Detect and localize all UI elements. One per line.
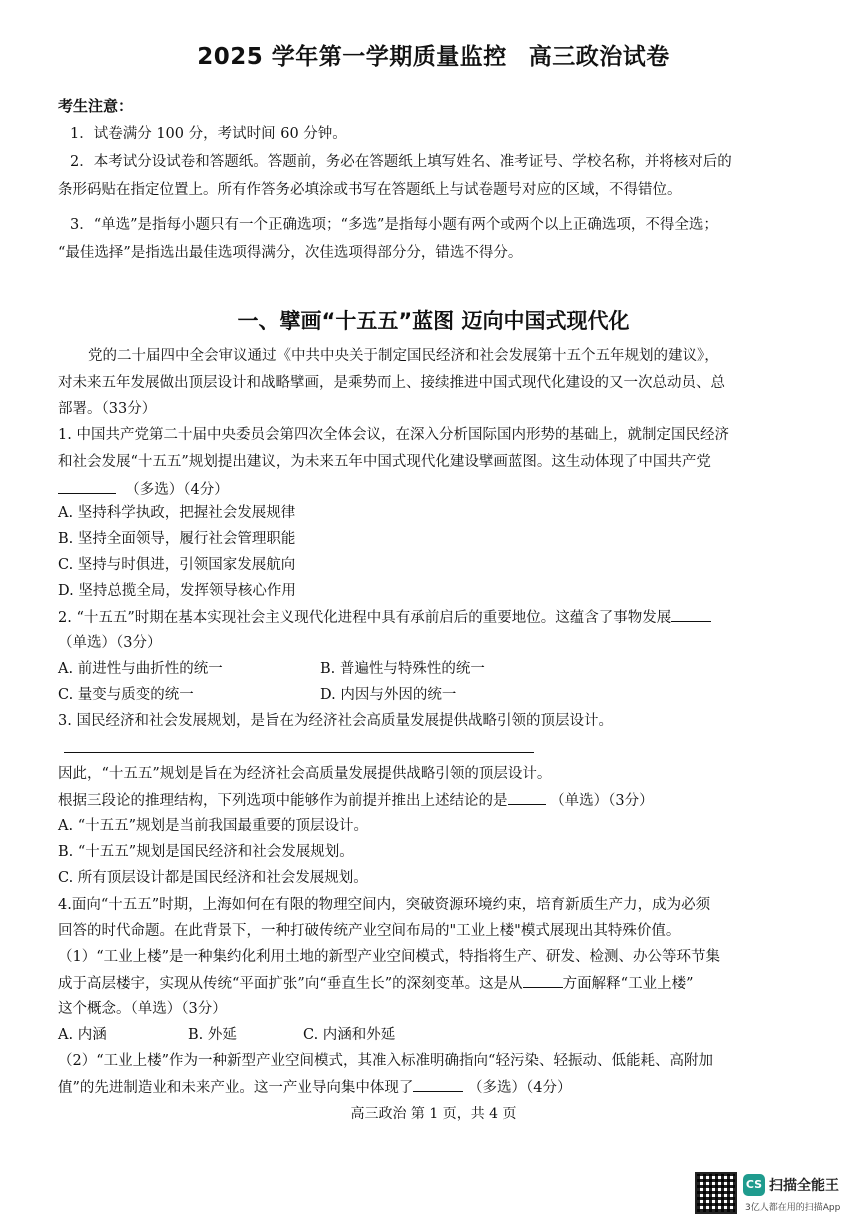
q1-instructions: （多选）（4分）: [125, 482, 229, 498]
q4-part2-instructions: （多选）（4分）: [468, 1080, 572, 1096]
q2-line-2: （单选）（3分）: [58, 635, 162, 651]
q1-line-3: [58, 479, 229, 500]
q4-part1-line-2: [58, 973, 693, 994]
q1-option-d: D. 坚持总揽全局，发挥领导核心作用: [58, 583, 296, 599]
q4-part2-line-1: （2）“工业上楼”作为一种新型产业空间模式，其准入标准明确指向“轻污染、轻振动、低能耗、高附加: [58, 1053, 713, 1069]
notice-item-3-line-2: “最佳选择”是指选出最佳选项得满分，次佳选项得部分分，错选不得分。: [58, 245, 523, 261]
q2-line-1: [58, 607, 711, 628]
q4-part1-line-1: （1）“工业上楼”是一种集约化利用土地的新型产业空间模式，特指将生产、研发、检测、办公等环节集: [58, 949, 721, 965]
q1-line-2: 和社会发展“十五五”规划提出建议，为未来五年中国式现代化建设擘画蓝图。这生动体现了中国共产党: [58, 454, 711, 470]
q2-option-d: D. 内因与外因的统一: [320, 687, 457, 703]
q2-option-b: B. 普遍性与特殊性的统一: [320, 661, 485, 677]
q2-option-c: C. 量变与质变的统一: [58, 687, 194, 703]
page-footer: 高三政治 第 1 页，共 4 页: [350, 1106, 517, 1122]
q3-prompt: 根据三段论的推理结构，下列选项中能够作为前提并推出上述结论的是: [58, 793, 508, 809]
q3-line-1: 3. 国民经济和社会发展规划，是旨在为经济社会高质量发展提供战略引领的顶层设计。: [58, 713, 613, 729]
scanner-tagline: 3亿人都在用的扫描App: [745, 1203, 841, 1213]
intro-line-1: 党的二十届四中全会审议通过《中共中央关于制定国民经济和社会发展第十五个五年规划的建议》，: [88, 348, 719, 364]
notice-item-1: 1．试卷满分 100 分，考试时间 60 分钟。: [70, 126, 347, 142]
notice-item-2-line-1: 2．本考试分设试卷和答题纸。答题前，务必在答题纸上填写姓名、准考证号、学校名称，并将核对后的: [70, 154, 732, 170]
qr-code-icon: [695, 1172, 737, 1214]
intro-line-3: 部署。（33分）: [58, 401, 157, 417]
q4-part2-answer-blank: [413, 1077, 463, 1092]
notice-item-2-line-2: 条形码贴在指定位置上。所有作答务必填涂或书写在答题纸上与试卷题号对应的区域，不得错位。: [58, 182, 682, 198]
q4-line-2: 回答的时代命题。在此背景下，一种打破传统产业空间布局的"工业上楼"模式展现出其特殊价值。: [58, 923, 681, 939]
q2-option-a: A. 前进性与曲折性的统一: [58, 661, 223, 677]
q1-option-b: B. 坚持全面领导，履行社会管理职能: [58, 531, 296, 547]
q4-line-1: 4.面向“十五五”时期，上海如何在有限的物理空间内，突破资源环境约束，培育新质生产力，成为必须: [58, 897, 711, 913]
notice-heading: 考生注意：: [58, 97, 134, 115]
q3-answer-blank: [508, 790, 546, 805]
scanner-brand-name: 扫描全能王: [769, 1178, 839, 1194]
q4-part1-option-b: B. 外延: [188, 1027, 237, 1043]
q4-part1-option-c: C. 内涵和外延: [303, 1027, 396, 1043]
q4-part1-answer-blank: [523, 973, 563, 988]
q4-part1-option-a: A. 内涵: [58, 1027, 107, 1043]
exam-title-sub: 高三政治试卷: [528, 44, 670, 70]
q4-part1-stem: 成于高层楼宇，实现从传统“平面扩张”向“垂直生长”的深刻变革。这是从: [58, 976, 523, 992]
q3-option-b: B. “十五五”规划是国民经济和社会发展规划。: [58, 844, 354, 860]
q1-option-a: A. 坚持科学执政，把握社会发展规律: [58, 505, 296, 521]
q3-option-c: C. 所有顶层设计都是国民经济和社会发展规划。: [58, 870, 368, 886]
exam-title: [0, 38, 867, 71]
q4-part2-line-2: [58, 1077, 572, 1098]
intro-line-2: 对未来五年发展做出顶层设计和战略擘画，是乘势而上、接续推进中国式现代化建设的又一次总动员、总: [58, 375, 725, 391]
q2-answer-blank: [671, 607, 711, 622]
q3-line-3: [58, 790, 654, 811]
q3-option-a: A. “十五五”规划是当前我国最重要的顶层设计。: [58, 818, 369, 834]
q3-answer-rule: [64, 752, 534, 753]
q1-line-1: 1. 中国共产党第二十届中央委员会第四次全体会议，在深入分析国际国内形势的基础上，就制定国民经济: [58, 427, 729, 443]
scanner-watermark: [695, 1172, 855, 1216]
q1-option-c: C. 坚持与时俱进，引领国家发展航向: [58, 557, 296, 573]
q1-answer-blank: [58, 479, 116, 494]
q4-part2-stem: 值”的先进制造业和未来产业。这一产业导向集中体现了: [58, 1080, 414, 1096]
camscanner-logo-icon: CS: [743, 1174, 765, 1196]
q4-part1-stem-end: 方面解释“工业上楼”: [562, 976, 694, 992]
notice-item-3-line-1: 3．“单选”是指每小题只有一个正确选项；“多选”是指每小题有两个或两个以上正确选项，不得全选；: [70, 217, 718, 233]
section-title: 一、擘画“十五五”蓝图 迈向中国式现代化: [237, 309, 630, 333]
q2-stem: 2. “十五五”时期在基本实现社会主义现代化进程中具有承前启后的重要地位。这蕴含了事物发展: [58, 610, 672, 626]
q3-instructions: （单选）（3分）: [550, 793, 654, 809]
exam-title-main: 2025 学年第一学期质量监控: [197, 44, 507, 70]
q3-line-2: 因此，“十五五”规划是旨在为经济社会高质量发展提供战略引领的顶层设计。: [58, 766, 552, 782]
q4-part1-line-3: 这个概念。（单选）（3分）: [58, 1001, 227, 1017]
